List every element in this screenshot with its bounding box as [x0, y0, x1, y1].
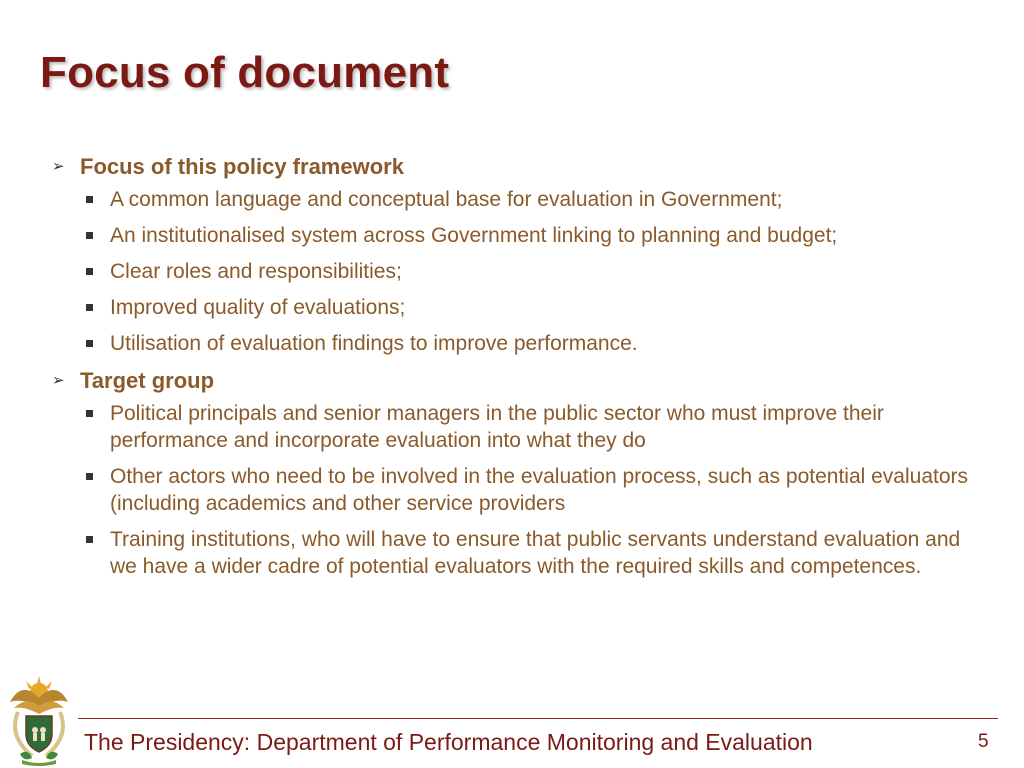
- square-bullet-icon: [86, 196, 93, 203]
- square-bullet-icon: [86, 232, 93, 239]
- slide-content: [50, 152, 980, 589]
- slide-title: Focus of document: [40, 48, 450, 97]
- target-list: [50, 400, 980, 580]
- section-heading-focus: [50, 152, 980, 182]
- list-item: Training institutions, who will have to ensure that public servants understand evaluation and we have a wider cadre of potential evaluators with the required skills and competences.: [50, 526, 980, 580]
- square-bullet-icon: [86, 410, 93, 417]
- list-item: A common language and conceptual base for evaluation in Government;: [50, 186, 980, 213]
- coat-of-arms-icon: [2, 672, 76, 766]
- arrow-bullet-icon: ➢: [52, 372, 65, 389]
- focus-list: [50, 186, 980, 357]
- footer-divider: [78, 718, 998, 719]
- footer-text: The Presidency: Department of Performance Monitoring and Evaluation: [84, 729, 813, 755]
- square-bullet-icon: [86, 536, 93, 543]
- square-bullet-icon: [86, 304, 93, 311]
- list-item: An institutionalised system across Government linking to planning and budget;: [50, 222, 980, 249]
- section-heading-text: Focus of this policy framework: [80, 154, 404, 179]
- section-heading-text: Target group: [80, 368, 215, 393]
- section-heading-target: [50, 366, 980, 396]
- page-number: 5: [978, 731, 989, 752]
- square-bullet-icon: [86, 268, 93, 275]
- list-item: Clear roles and responsibilities;: [50, 258, 980, 285]
- list-item: Other actors who need to be involved in the evaluation process, such as potential evaluators (including academics and other service providers: [50, 463, 980, 517]
- square-bullet-icon: [86, 340, 93, 347]
- list-item: Political principals and senior managers in the public sector who must improve their performance and incorporate evaluation into what they do: [50, 400, 980, 454]
- square-bullet-icon: [86, 473, 93, 480]
- arrow-bullet-icon: ➢: [52, 158, 65, 175]
- list-item: Improved quality of evaluations;: [50, 294, 980, 321]
- list-item: Utilisation of evaluation findings to improve performance.: [50, 330, 980, 357]
